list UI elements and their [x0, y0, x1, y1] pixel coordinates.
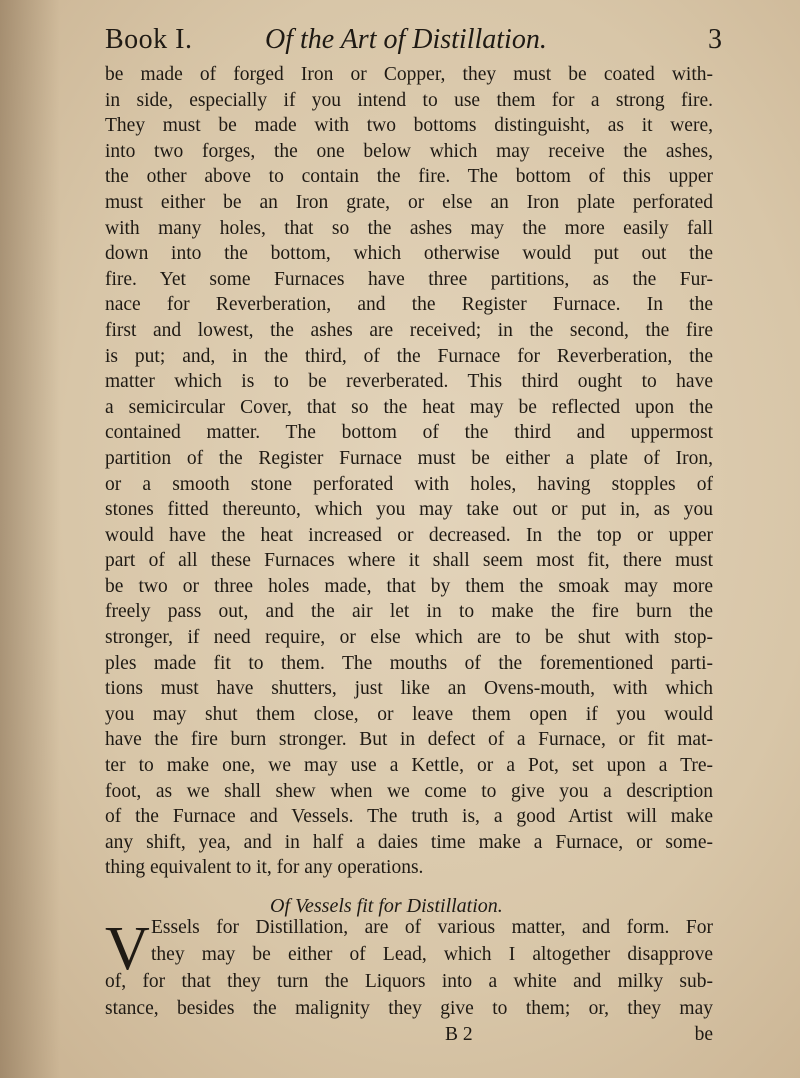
section-text-line: of, for that they turn the Liquors into a white and milky sub-: [105, 971, 713, 992]
section-text-line: Essels for Distillation, are of various matter, and form. For: [151, 917, 713, 938]
text-line: tions must have shutters, just like an Ovens-mouth, with which: [105, 678, 713, 700]
page-number: 3: [708, 24, 722, 55]
text-line: is put; and, in the third, of the Furnace for Reverberation, the: [105, 345, 713, 367]
section-text-line: they may be either of Lead, which I altogether disapprove: [151, 944, 713, 965]
text-line: matter which is to be reverberated. This third ought to have: [105, 371, 713, 393]
text-line: the other above to contain the fire. The bottom of this upper: [105, 166, 713, 188]
drop-cap: V: [105, 915, 150, 983]
body-paragraph: [105, 62, 713, 881]
text-line: contained matter. The bottom of the third and uppermost: [105, 422, 713, 444]
text-line: stronger, if need require, or else which are to be shut with stop-: [105, 627, 713, 649]
section-heading: Of Vessels fit for Distillation.: [270, 895, 503, 917]
text-line: in side, especially if you intend to use them for a strong fire.: [105, 89, 713, 111]
text-line: They must be made with two bottoms distinguisht, as it were,: [105, 115, 713, 137]
book-label: Book I.: [105, 24, 193, 55]
text-line: first and lowest, the ashes are received; in the second, the fire: [105, 319, 713, 341]
text-line: part of all these Furnaces where it shall seem most fit, there must: [105, 550, 713, 572]
text-line: or a smooth stone perforated with holes, having stopples of: [105, 473, 713, 495]
text-line: be two or three holes made, that by them the smoak may more: [105, 575, 713, 597]
signature-mark: B 2: [445, 1024, 473, 1045]
text-line: be made of forged Iron or Copper, they must be coated with-: [105, 64, 713, 85]
text-line: fire. Yet some Furnaces have three partitions, as the Fur-: [105, 268, 713, 290]
text-line: you may shut them close, or leave them open if you would: [105, 703, 713, 725]
text-line: with many holes, that so the ashes may the more easily fall: [105, 217, 713, 239]
text-line: ter to make one, we may use a Kettle, or a Pot, set upon a Tre-: [105, 755, 713, 777]
text-line: nace for Reverberation, and the Register Furnace. In the: [105, 294, 713, 316]
text-line: must either be an Iron grate, or else an Iron plate perforated: [105, 191, 713, 213]
text-line: freely pass out, and the air let in to make the fire burn the: [105, 601, 713, 623]
text-line: stones fitted thereunto, which you may take out or put in, as you: [105, 499, 713, 521]
catchword: be: [694, 1024, 713, 1045]
section-paragraph: [105, 914, 713, 1022]
text-line: foot, as we shall shew when we come to give you a description: [105, 780, 713, 802]
page-footer: [105, 1024, 713, 1052]
text-line: a semicircular Cover, that so the heat may be reflected upon the: [105, 396, 713, 418]
text-line: of the Furnace and Vessels. The truth is, a good Artist will make: [105, 806, 713, 828]
running-header: [105, 22, 722, 62]
text-line: any shift, yea, and in half a daies time make a Furnace, or some-: [105, 831, 713, 853]
text-line: would have the heat increased or decreased. In the top or upper: [105, 524, 713, 546]
text-line: into two forges, the one below which may receive the ashes,: [105, 140, 713, 162]
text-line: ples made fit to them. The mouths of the forementioned parti-: [105, 652, 713, 674]
gutter-shadow: [0, 0, 60, 1078]
text-line: have the fire burn stronger. But in defect of a Furnace, or fit mat-: [105, 729, 713, 751]
text-line: down into the bottom, which otherwise would put out the: [105, 243, 713, 265]
text-line: partition of the Register Furnace must be either a plate of Iron,: [105, 447, 713, 469]
text-line: thing equivalent to it, for any operations.: [105, 857, 424, 879]
running-title: Of the Art of Distillation.: [265, 24, 547, 55]
section-text-line: stance, besides the malignity they give to them; or, they may: [105, 998, 713, 1019]
